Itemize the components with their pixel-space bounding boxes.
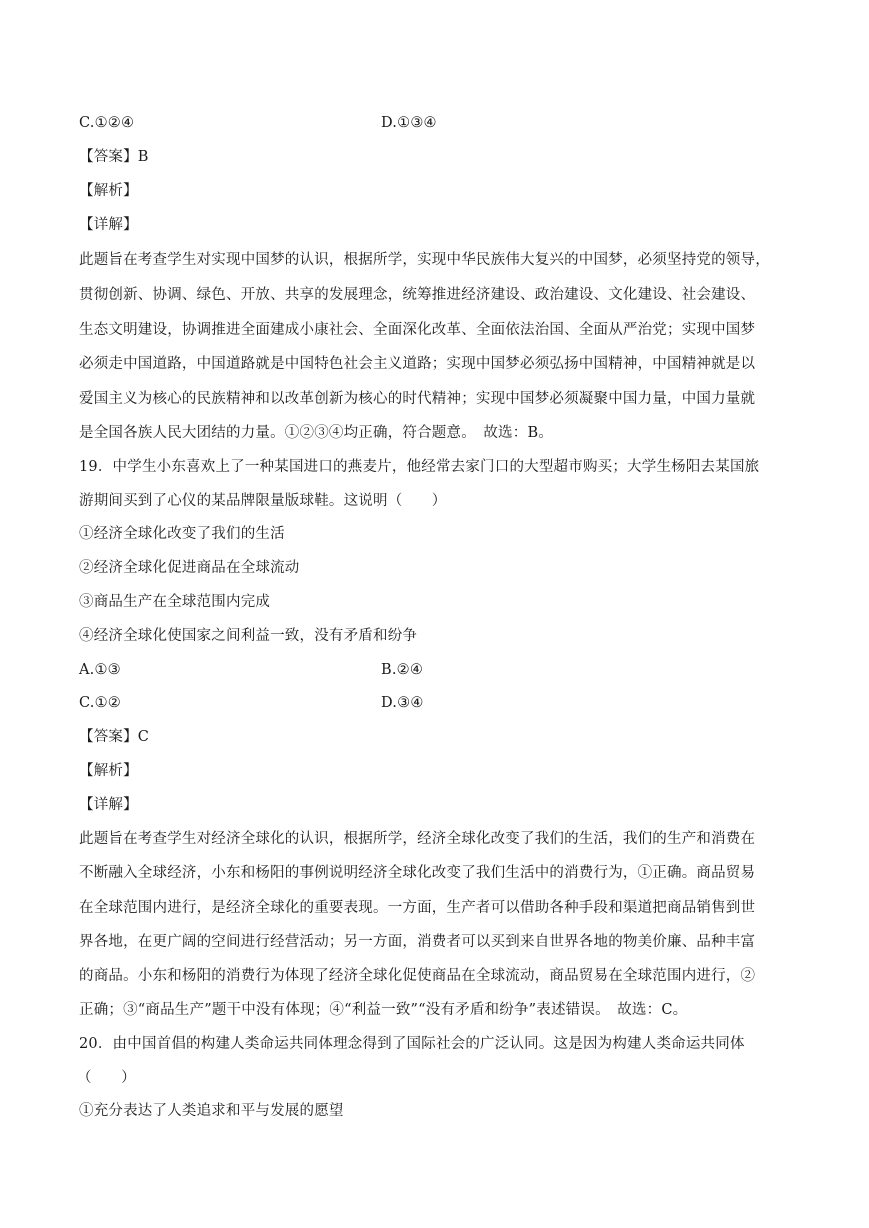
q19-explanation-line: 界各地，在更广阔的空间进行经营活动；另一方面，消费者可以买到来自世界各地的物美价廉、品种丰富 [79,934,756,950]
q19-option-c: C.①② [79,695,121,711]
q19-stem-line: 游期间买到了心仪的某品牌限量版球鞋。这说明（ ） [79,493,447,509]
q20-stem-line: 20．由中国首倡的构建人类命运共同体理念得到了国际社会的广泛认同。这是因为构建人类命运共同体 [79,1036,745,1052]
q19-explanation-line: 在全球范围内进行，是经济全球化的重要表现。一方面，生产者可以借助各种手段和渠道把商品销售到世 [79,900,756,916]
q19-explanation-line: 正确；③“商品生产”题干中没有体现；④“利益一致”“没有矛盾和纷争”表述错误。 故选：C。 [79,1002,688,1018]
q18-answer: 【答案】B [79,149,149,165]
q19-statement: ②经济全球化促进商品在全球流动 [79,560,300,576]
q18-analysis-heading: 【解析】 [79,183,138,199]
q18-explanation-line: 爱国主义为核心的民族精神和以改革创新为核心的时代精神；实现中国梦必须凝聚中国力量，中国力量就 [79,391,756,407]
q19-stem-line: 19．中学生小东喜欢上了一种某国进口的燕麦片，他经常去家门口的大型超市购买；大学生杨阳去某国旅 [79,459,760,475]
q19-statement: ①经济全球化改变了我们的生活 [79,526,285,542]
q19-answer: 【答案】C [79,729,150,745]
q18-explanation-line: 生态文明建设，协调推进全面建成小康社会、全面深化改革、全面依法治国、全面从严治党；实现中国梦 [79,322,756,338]
q19-statement: ③商品生产在全球范围内完成 [79,594,271,610]
q20-statement: ①充分表达了人类追求和平与发展的愿望 [79,1103,344,1119]
q19-option-d: D.③④ [381,695,424,711]
q19-option-b: B.②④ [381,662,424,678]
q18-explanation-line: 是全国各族人民大团结的力量。①②③④均正确，符合题意。 故选：B。 [79,425,554,441]
q19-statement: ④经济全球化使国家之间利益一致，没有矛盾和纷争 [79,628,418,644]
q18-explanation-line: 贯彻创新、协调、绿色、开放、共享的发展理念，统筹推进经济建设、政治建设、文化建设、社会建设、 [79,287,756,303]
q18-explanation-line: 此题旨在考查学生对实现中国梦的认识，根据所学，实现中华民族伟大复兴的中国梦，必须坚持党的领导， [79,252,770,268]
q18-option-d: D.①③④ [381,115,437,131]
q19-analysis-heading: 【解析】 [79,763,138,779]
q18-option-c: C.①②④ [79,115,135,131]
q19-detail-heading: 【详解】 [79,797,138,813]
q18-detail-heading: 【详解】 [79,217,138,233]
q19-explanation-line: 的商品。小东和杨阳的消费行为体现了经济全球化促使商品在全球流动，商品贸易在全球范围内进行，② [79,968,756,984]
q19-explanation-line: 此题旨在考查学生对经济全球化的认识，根据所学，经济全球化改变了我们的生活，我们的生产和消费在 [79,831,756,847]
q19-explanation-line: 不断融入全球经济，小东和杨阳的事例说明经济全球化改变了我们生活中的消费行为，①正确。商品贸易 [79,865,756,881]
q19-option-a: A.①③ [79,662,121,678]
q18-explanation-line: 必须走中国道路，中国道路就是中国特色社会主义道路；实现中国梦必须弘扬中国精神，中国精神就是以 [79,356,756,372]
q20-stem-line: （ ） [77,1070,136,1086]
